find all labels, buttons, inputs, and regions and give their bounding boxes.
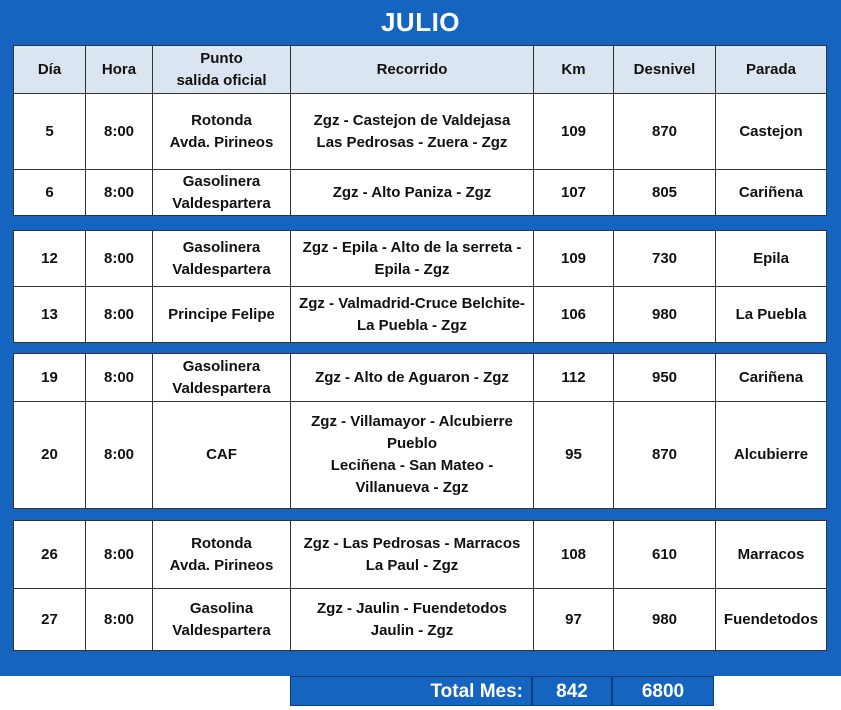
- recorrido-cell-line: Zgz - Villamayor - Alcubierre: [311, 413, 513, 430]
- header-hora: Hora: [86, 46, 153, 94]
- km-cell: 109: [534, 231, 614, 287]
- recorrido-cell: [291, 354, 534, 402]
- km-cell: 95: [534, 402, 614, 509]
- km-cell: 109: [534, 94, 614, 170]
- week-table-1: [13, 93, 827, 216]
- dia-cell: 12: [14, 231, 86, 287]
- desnivel-cell: 950: [614, 354, 716, 402]
- recorrido-cell-line: Zgz - Castejon de Valdejasa: [313, 111, 511, 129]
- punto-cell-line: Principe Felipe: [168, 305, 275, 323]
- header-parada: Parada: [716, 46, 827, 94]
- recorrido-cell-line: Zgz - Epila - Alto de la serreta -: [302, 238, 522, 256]
- recorrido-cell: [291, 287, 534, 343]
- month-title: JULIO: [380, 7, 461, 37]
- punto-cell: [153, 287, 291, 343]
- recorrido-cell: [291, 94, 534, 170]
- dia-cell: 20: [14, 402, 86, 509]
- header-table: [13, 45, 827, 94]
- parada-cell: Epila: [716, 231, 827, 287]
- total-km: 842: [532, 676, 612, 706]
- punto-cell: [153, 231, 291, 287]
- recorrido-cell-line: Zgz - Valmadrid-Cruce Belchite-: [299, 294, 525, 312]
- week-table-2: [13, 230, 827, 343]
- table-row: [14, 402, 827, 509]
- recorrido-cell: [291, 589, 534, 651]
- recorrido-cell-line: Las Pedrosas - Zuera - Zgz: [316, 133, 508, 151]
- recorrido-cell: [291, 231, 534, 287]
- desnivel-cell: 870: [614, 402, 716, 509]
- recorrido-cell-line: Epila - Zgz: [374, 260, 450, 278]
- week-table-4: [13, 520, 827, 651]
- total-label: Total Mes:: [290, 676, 532, 706]
- parada-cell: Fuendetodos: [716, 589, 827, 651]
- parada-cell: Castejon: [716, 94, 827, 170]
- punto-cell: [153, 94, 291, 170]
- week-table-3: [13, 353, 827, 509]
- punto-cell: [153, 589, 291, 651]
- desnivel-cell: 730: [614, 231, 716, 287]
- parada-cell: Cariñena: [716, 354, 827, 402]
- hora-cell: 8:00: [86, 521, 153, 589]
- total-row: [290, 676, 714, 706]
- punto-cell: [153, 521, 291, 589]
- parada-cell: Marracos: [716, 521, 827, 589]
- header-km: Km: [534, 46, 614, 94]
- recorrido-cell-line: Zgz - Las Pedrosas - Marracos: [303, 534, 521, 552]
- table-row: [14, 589, 827, 651]
- header-recorrido: Recorrido: [291, 46, 534, 94]
- punto-cell-line: Rotonda: [191, 534, 252, 552]
- hora-cell: 8:00: [86, 231, 153, 287]
- punto-cell-line: Valdespartera: [172, 194, 271, 212]
- parada-cell: La Puebla: [716, 287, 827, 343]
- recorrido-cell: [291, 521, 534, 589]
- recorrido-cell-line: La Paul - Zgz: [365, 556, 459, 574]
- km-cell: 97: [534, 589, 614, 651]
- punto-cell-line: Valdespartera: [172, 379, 271, 397]
- desnivel-cell: 805: [614, 170, 716, 216]
- table-row: [14, 354, 827, 402]
- table-row: [14, 287, 827, 343]
- punto-cell-line: Valdespartera: [172, 621, 271, 639]
- punto-cell: [153, 354, 291, 402]
- desnivel-cell: 980: [614, 589, 716, 651]
- dia-cell: 19: [14, 354, 86, 402]
- punto-cell: [153, 402, 291, 509]
- recorrido-cell-line: Villanueva - Zgz: [355, 479, 469, 496]
- punto-cell-line: Gasolina: [189, 599, 254, 617]
- hora-cell: 8:00: [86, 402, 153, 509]
- recorrido-cell-line: Zgz - Alto de Aguaron - Zgz: [315, 368, 509, 386]
- hora-cell: 8:00: [86, 589, 153, 651]
- punto-cell-line: CAF: [206, 446, 237, 463]
- desnivel-cell: 870: [614, 94, 716, 170]
- punto-cell-line: Gasolinera: [182, 357, 261, 375]
- header-punto-line2: salida oficial: [176, 71, 267, 89]
- recorrido-cell: [291, 170, 534, 216]
- table-row: [14, 521, 827, 589]
- km-cell: 108: [534, 521, 614, 589]
- dia-cell: 6: [14, 170, 86, 216]
- punto-cell-line: Rotonda: [191, 111, 252, 129]
- hora-cell: 8:00: [86, 170, 153, 216]
- recorrido-cell-line: Pueblo: [386, 435, 437, 452]
- hora-cell: 8:00: [86, 94, 153, 170]
- recorrido-cell-line: Jaulin - Zgz: [370, 621, 454, 639]
- total-desnivel: 6800: [612, 676, 714, 706]
- recorrido-cell-line: Zgz - Alto Paniza - Zgz: [332, 183, 492, 201]
- punto-cell-line: Gasolinera: [182, 238, 261, 256]
- km-cell: 107: [534, 170, 614, 216]
- km-cell: 106: [534, 287, 614, 343]
- punto-cell-line: Avda. Pirineos: [169, 133, 274, 151]
- recorrido-cell: [291, 402, 534, 509]
- km-cell: 112: [534, 354, 614, 402]
- recorrido-cell-line: Zgz - Jaulin - Fuendetodos: [317, 599, 507, 617]
- punto-cell-line: Avda. Pirineos: [169, 556, 274, 574]
- hora-cell: 8:00: [86, 287, 153, 343]
- punto-cell: [153, 170, 291, 216]
- recorrido-cell-line: Leciñena - San Mateo -: [330, 457, 494, 474]
- punto-cell-line: Gasolinera: [182, 172, 261, 190]
- punto-cell-line: Valdespartera: [172, 260, 271, 278]
- desnivel-cell: 980: [614, 287, 716, 343]
- table-row: [14, 170, 827, 216]
- parada-cell: Alcubierre: [716, 402, 827, 509]
- dia-cell: 27: [14, 589, 86, 651]
- dia-cell: 5: [14, 94, 86, 170]
- desnivel-cell: 610: [614, 521, 716, 589]
- dia-cell: 26: [14, 521, 86, 589]
- header-punto-line1: Punto: [200, 49, 243, 67]
- recorrido-cell-line: La Puebla - Zgz: [356, 316, 467, 334]
- parada-cell: Cariñena: [716, 170, 827, 216]
- header-dia: Día: [14, 46, 86, 94]
- header-desnivel: Desnivel: [614, 46, 716, 94]
- dia-cell: 13: [14, 287, 86, 343]
- header-punto: [153, 46, 291, 94]
- hora-cell: 8:00: [86, 354, 153, 402]
- table-row: [14, 231, 827, 287]
- table-row: [14, 94, 827, 170]
